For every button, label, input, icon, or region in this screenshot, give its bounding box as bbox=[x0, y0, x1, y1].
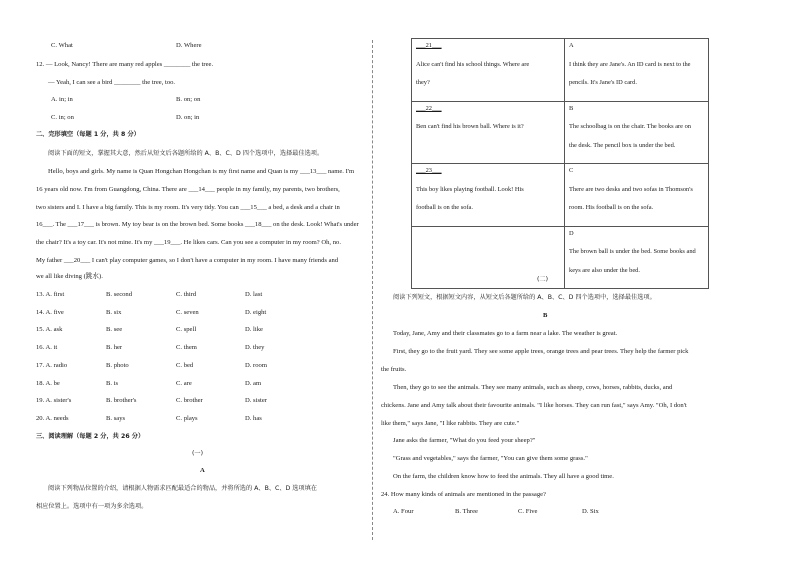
option-b-line2: the desk. The pencil box is under the bed. bbox=[569, 141, 676, 149]
need-23-line1: This boy likes playing football. Look! His bbox=[416, 185, 524, 193]
option-d-letter: D bbox=[569, 229, 574, 237]
opt-20-a: 20. A. needs bbox=[36, 415, 69, 422]
need-23-line2: football is on the sofa. bbox=[416, 204, 473, 211]
cloze-line-5: the chair? It's a toy car. It's not mine. It's my ___19___. He likes cars. Can you see a computer in my room? Oh, no. bbox=[36, 239, 341, 246]
option-c-line2: room. His football is on the sofa. bbox=[569, 204, 654, 211]
opt-18-b: B. is bbox=[106, 380, 119, 387]
opt-18-a: 18. A. be bbox=[36, 380, 60, 387]
table-cell-22 bbox=[412, 101, 565, 164]
opt-13-a: 13. A. first bbox=[36, 291, 65, 298]
opt-13-c: C. third bbox=[176, 291, 197, 298]
q12-option-d: D. on; in bbox=[176, 114, 200, 121]
blank-22: ___22___ bbox=[416, 104, 442, 112]
option-d-line1: The brown ball is under the bed. Some books and bbox=[569, 248, 696, 255]
option-d-line2: keys are also under the bed. bbox=[569, 266, 640, 274]
table-cell-c bbox=[565, 164, 709, 227]
need-21-line2: they? bbox=[416, 79, 430, 86]
q11-option-c: C. What bbox=[51, 42, 73, 49]
option-a-line2: pencils. It's Jane's ID card. bbox=[569, 79, 637, 86]
q12-line1: 12. — Look, Nancy! There are many red apples ________ the tree. bbox=[36, 61, 214, 68]
need-21-line1: Alice can't find his school things. Where are bbox=[416, 60, 530, 68]
section3-instruction-1: 阅读下列物品位置的介绍，请根据人物需求匹配最适合的物品，并将所选的 A、B、C、D 选项填在 bbox=[48, 485, 317, 492]
opt-17-d: D. room bbox=[245, 362, 267, 369]
q12-line2: — Yeah, I can see a bird ________ the tree, too. bbox=[48, 79, 176, 86]
q24-option-c: C. Five bbox=[518, 508, 538, 515]
q24-option-b: B. Three bbox=[455, 508, 478, 515]
table-row bbox=[412, 164, 709, 227]
q12-option-b: B. on; on bbox=[176, 96, 201, 103]
passage-line-4: Then, they go to see the animals. They see many animals, such as sheep, cows, horses, rabbits, ducks, and bbox=[393, 384, 673, 391]
passage-line-2: First, they go to the fruit yard. They see some apple trees, orange trees and pear trees. They help the farmer pick bbox=[393, 348, 689, 355]
opt-20-d: D. has bbox=[245, 415, 262, 422]
opt-14-d: D. eight bbox=[245, 309, 267, 316]
opt-19-d: D. sister bbox=[245, 397, 267, 404]
blank-23: ___23___ bbox=[416, 167, 442, 174]
opt-14-a: 14. A. five bbox=[36, 309, 64, 316]
section3-heading: 三、阅读理解（每题 2 分，共 26 分） bbox=[36, 433, 145, 440]
cloze-line-7: we all like diving (跳水). bbox=[36, 273, 103, 280]
matching-table bbox=[411, 38, 709, 289]
section2-heading: 二、完形填空（每题 1 分，共 8 分） bbox=[36, 131, 140, 138]
part2-sub-b: B bbox=[543, 312, 548, 319]
passage-line-7: Jane asks the farmer, "What do you feed your sheep?" bbox=[393, 437, 536, 444]
opt-18-c: C. are bbox=[176, 380, 192, 387]
part2-instruction: 阅读下列短文，根据短文内容，从短文后各题所给的 A、B、C、D 四个选项中，选择最佳选项。 bbox=[393, 294, 656, 301]
section3-instruction-2: 相应位置上。选项中有一项为多余选项。 bbox=[36, 503, 148, 510]
opt-17-c: C. bed bbox=[176, 362, 194, 369]
column-divider bbox=[372, 40, 373, 540]
opt-15-a: 15. A. ask bbox=[36, 326, 63, 333]
table-row bbox=[412, 226, 709, 289]
opt-20-b: B. says bbox=[106, 415, 126, 422]
q12-option-a: A. in; in bbox=[51, 96, 73, 103]
passage-line-1: Today, Jane, Amy and their classmates go to a farm near a lake. The weather is great. bbox=[393, 330, 618, 337]
passage-line-5: chickens. Jane and Amy talk about their favourite animals. "I like horses. They can run fast," says Amy. "Oh, I don't bbox=[381, 402, 687, 409]
opt-19-a: 19. A. sister's bbox=[36, 397, 72, 404]
option-c-letter: C bbox=[569, 167, 574, 174]
option-c-line1: There are two desks and two sofas in Thomson's bbox=[569, 185, 693, 193]
q11-option-d: D. Where bbox=[176, 42, 202, 49]
section3-part: (一) bbox=[192, 450, 204, 457]
table-row bbox=[412, 39, 709, 102]
opt-19-b: B. brother's bbox=[106, 397, 137, 404]
passage-line-3: the fruits. bbox=[381, 366, 407, 373]
opt-13-b: B. second bbox=[106, 291, 133, 298]
passage-line-8: "Grass and vegetables," says the farmer, "You can give them some grass." bbox=[393, 455, 588, 462]
table-cell-23 bbox=[412, 164, 565, 227]
opt-16-b: B. her bbox=[106, 344, 123, 351]
table-cell-a bbox=[565, 39, 709, 102]
option-b-letter: B bbox=[569, 104, 574, 112]
need-22-line1: Ben can't find his brown ball. Where is it? bbox=[416, 123, 524, 130]
option-a-line1: I think they are Jane's. An ID card is next to the bbox=[569, 60, 691, 68]
cloze-line-4: 16___. The ___17___ is brown. My toy bear is on the brown bed. Some books ___18___ on the desk. Look! What's under bbox=[36, 221, 359, 228]
table-cell-b bbox=[565, 101, 709, 164]
q24-option-d: D. Six bbox=[582, 508, 599, 515]
opt-15-d: D. like bbox=[245, 326, 263, 333]
table-cell-d bbox=[565, 226, 709, 289]
opt-17-a: 17. A. radio bbox=[36, 362, 68, 369]
opt-15-b: B. see bbox=[106, 326, 123, 333]
passage-line-6: like them," says Jane, "I like rabbits. They are cute." bbox=[381, 420, 520, 427]
opt-14-b: B. six bbox=[106, 309, 122, 316]
section2-instruction: 阅读下面的短文，掌握其大意，然后从短文后各题所给的 A、B、C、D 四个选项中，选择最佳选项。 bbox=[48, 150, 324, 157]
opt-20-c: C. plays bbox=[176, 415, 198, 422]
opt-16-c: C. them bbox=[176, 344, 197, 351]
opt-16-a: 16. A. it bbox=[36, 344, 58, 351]
opt-16-d: D. they bbox=[245, 344, 265, 351]
opt-13-d: D. last bbox=[245, 291, 263, 298]
opt-17-b: B. photo bbox=[106, 362, 129, 369]
q12-option-c: C. in; on bbox=[51, 114, 74, 121]
option-b-line1: The schoolbag is on the chair. The books are on bbox=[569, 123, 691, 130]
opt-19-c: C. brother bbox=[176, 397, 203, 404]
cloze-line-1: Hello, boys and girls. My name is Quan Hongchan Hongchan is my first name and Quan is my ___13___ name. I'm bbox=[48, 168, 355, 175]
section3-sub-a: A bbox=[200, 467, 205, 474]
opt-15-c: C. spell bbox=[176, 326, 197, 333]
passage-line-9: On the farm, the children know how to feed the animals. They all have a good time. bbox=[393, 473, 614, 480]
opt-18-d: D. am bbox=[245, 380, 262, 387]
part2-heading: (二) bbox=[537, 276, 549, 283]
q24-option-a: A. Four bbox=[393, 508, 414, 515]
table-cell-21 bbox=[412, 39, 565, 102]
blank-21: ___21___ bbox=[416, 42, 442, 49]
cloze-line-3: two sisters and I. I have a big family. This is my room. It's very tidy. You can ___15___ a bed, a desk and a chair in bbox=[36, 204, 340, 211]
opt-14-c: C. seven bbox=[176, 309, 199, 316]
cloze-line-6: My father ___20___ I can't play computer games, so I don't have a computer in my room. I have many friends and bbox=[36, 257, 339, 264]
q24-text: 24. How many kinds of animals are mentioned in the passage? bbox=[381, 491, 546, 498]
cloze-line-2: 16 years old now. I'm from Guangdong, China. There are ___14___ people in my family, my parents, two brothers, bbox=[36, 186, 340, 193]
table-row bbox=[412, 101, 709, 164]
option-a-letter: A bbox=[569, 42, 574, 49]
